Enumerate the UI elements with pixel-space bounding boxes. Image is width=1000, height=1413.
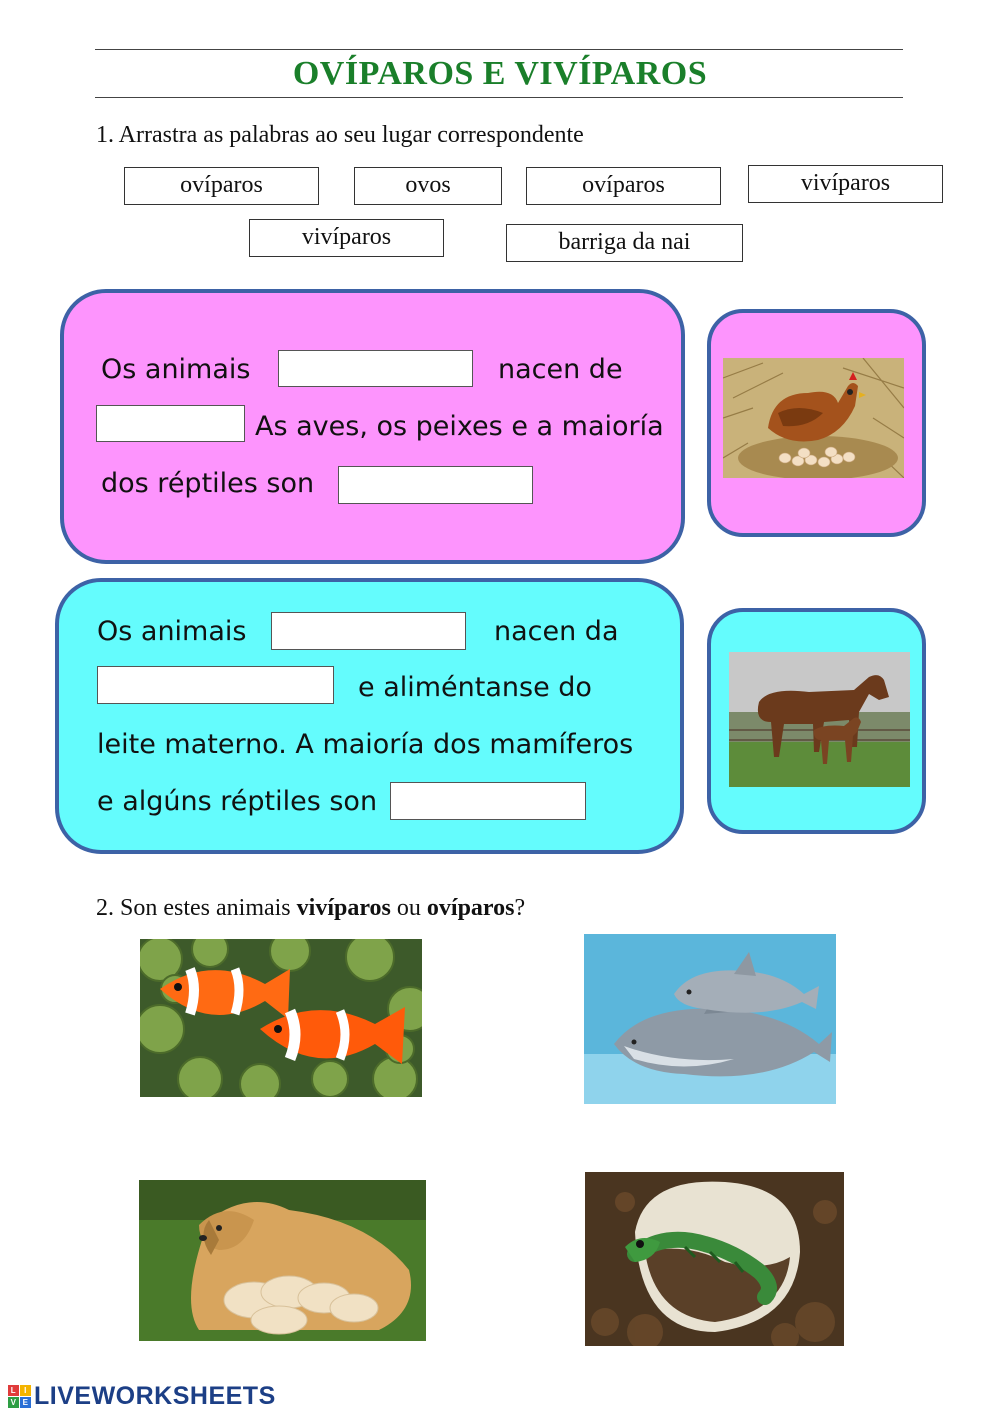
dolphins-photo — [584, 934, 836, 1104]
viviparous-line4: e algúns réptiles son — [97, 786, 378, 817]
liveworksheets-logo-mark-icon — [8, 1385, 31, 1408]
liveworksheets-logo — [8, 1382, 276, 1411]
viviparous-line2: e aliméntanse do — [358, 672, 592, 703]
oviparous-line1-end: nacen de — [498, 354, 623, 385]
mare-and-foal-photo — [729, 652, 910, 787]
top-rule — [95, 49, 903, 50]
drop-target-oviparous-1[interactable] — [278, 350, 473, 387]
drop-target-viviparous-3[interactable] — [390, 782, 586, 820]
word-chip-oviparos-2[interactable]: ovíparos — [526, 167, 721, 205]
viviparous-line3: leite materno. A maioría dos mamíferos — [97, 729, 634, 760]
question-2-oviparous: ovíparos — [426, 895, 515, 921]
clownfish-photo — [140, 939, 422, 1097]
word-chip-viviparos-2[interactable]: vivíparos — [249, 219, 444, 257]
word-chip-viviparos-1[interactable]: vivíparos — [748, 165, 943, 203]
page-title: OVÍPAROS E VIVÍPAROS — [292, 55, 708, 92]
drop-target-oviparous-3[interactable] — [338, 466, 533, 504]
dog-with-puppies-photo — [139, 1180, 426, 1341]
snake-hatching-photo — [585, 1172, 844, 1346]
drop-target-viviparous-1[interactable] — [271, 612, 466, 650]
oviparous-line3: dos réptiles son — [101, 468, 315, 499]
word-chip-oviparos-1[interactable]: ovíparos — [124, 167, 319, 205]
word-chip-ovos[interactable]: ovos — [354, 167, 502, 205]
question-1: 1. Arrastra as palabras ao seu lugar correspondente — [96, 122, 584, 148]
title-underline — [95, 97, 903, 98]
oviparous-line2: As aves, os peixes e a maioría — [255, 411, 664, 442]
question-2-suffix: ? — [514, 895, 526, 921]
drop-target-oviparous-2[interactable] — [96, 405, 245, 442]
logo-mark-letter: E — [20, 1397, 31, 1408]
oviparous-line1-start: Os animais — [101, 354, 251, 385]
viviparous-line1-start: Os animais — [97, 616, 247, 647]
word-chip-barriga-da-nai[interactable]: barriga da nai — [506, 224, 743, 262]
viviparous-line1-end: nacen da — [494, 616, 619, 647]
logo-mark-letter: L — [8, 1385, 19, 1396]
hen-on-nest-photo — [723, 358, 904, 478]
question-2 — [96, 895, 525, 922]
question-2-middle: ou — [390, 895, 427, 921]
question-2-viviparous: vivíparos — [296, 895, 391, 921]
question-2-prefix: 2. Son estes animais — [96, 895, 297, 921]
liveworksheets-brand: LIVEWORKSHEETS — [34, 1382, 276, 1410]
drop-target-viviparous-2[interactable] — [97, 666, 334, 704]
logo-mark-letter: V — [8, 1397, 19, 1408]
logo-mark-letter: I — [20, 1385, 31, 1396]
